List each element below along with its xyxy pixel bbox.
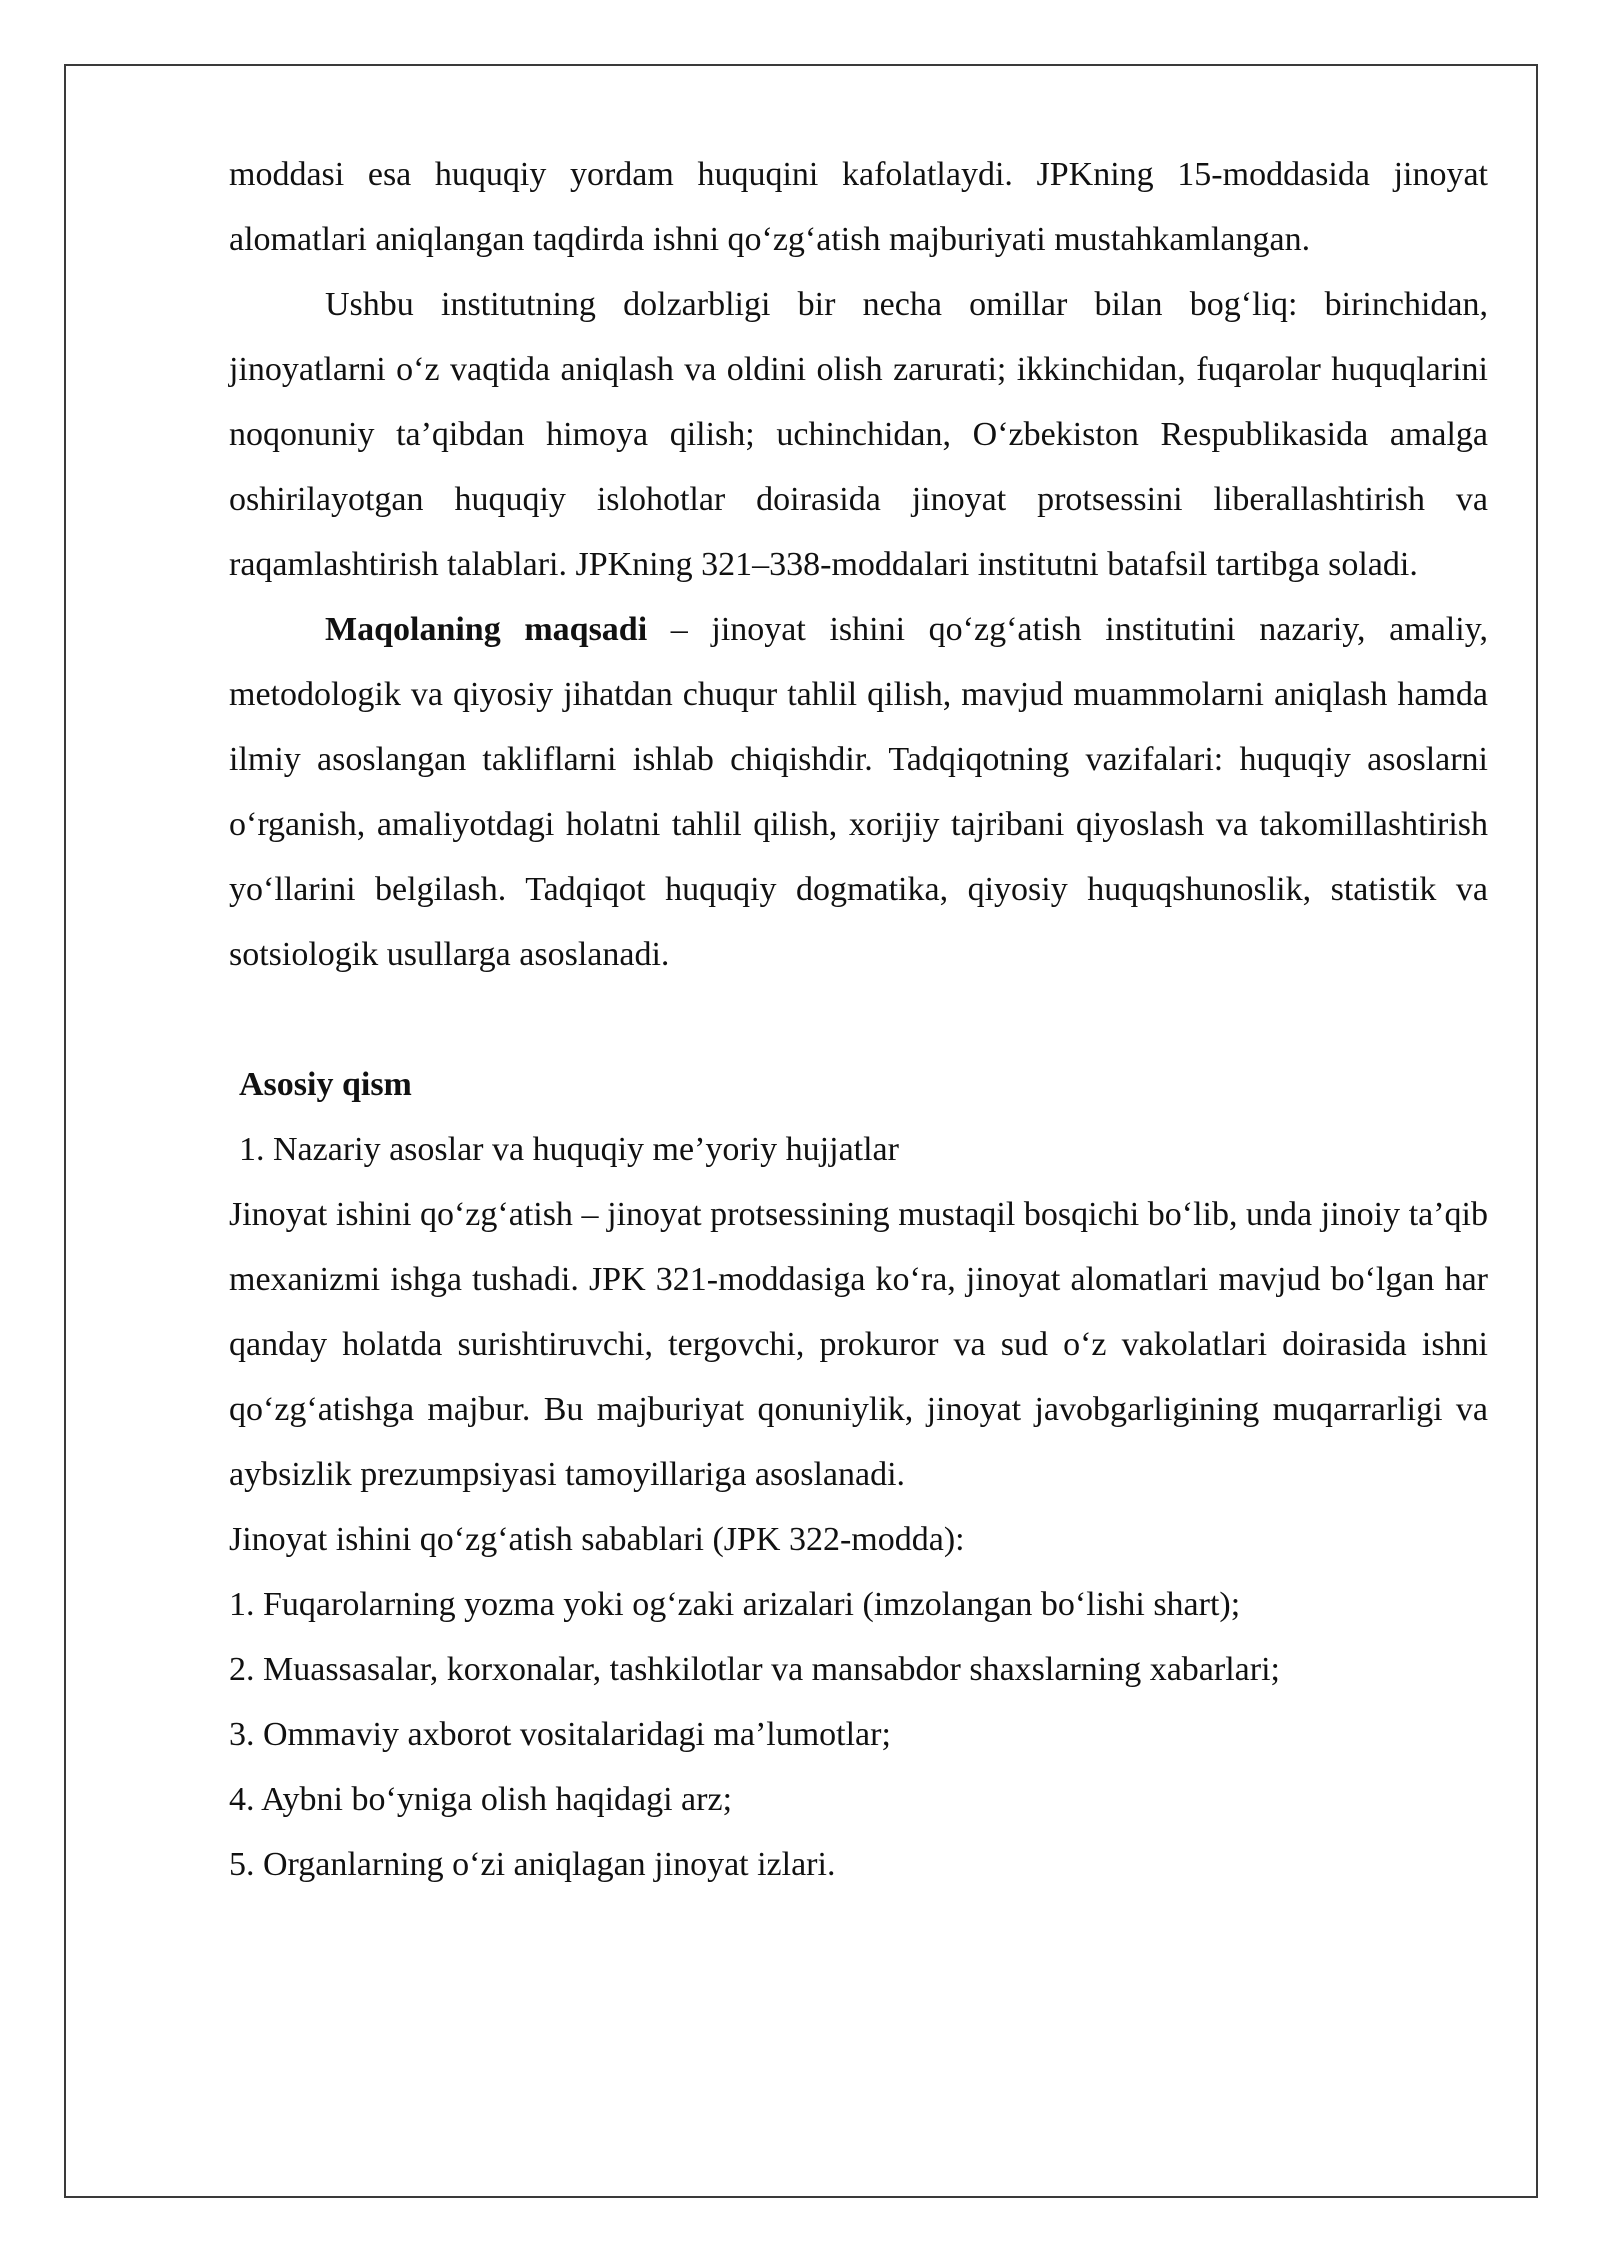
- document-body: [229, 142, 1488, 1897]
- paragraph-3: [229, 597, 1488, 987]
- paragraph-2: Ushbu institutning dolzarbligi bir necha omillar bilan bog‘liq: birinchidan, jinoyatlarni o‘z vaqtida aniqlash va oldini olish zarurati; ikkinchidan, fuqarolar huquqlarini noqonuniy ta’qibdan himoya qilish; uchinchidan, O‘zbekiston Respublikasida amalga oshirilayotgan huquqiy islohotlar doirasida jinoyat protsessini liberallashtirish va raqamlashtirish talablari. JPKning 321–338-moddalari institutni batafsil tartibga soladi.: [229, 286, 1488, 583]
- list-item: 5. Organlarning o‘zi aniqlagan jinoyat izlari.: [229, 1846, 836, 1883]
- blank-line: [229, 987, 1488, 1052]
- list-intro: Jinoyat ishini qo‘zg‘atish sabablari (JPK 322-modda):: [229, 1521, 965, 1558]
- list-item: 3. Ommaviy axborot vositalaridagi ma’lumotlar;: [229, 1716, 891, 1753]
- paragraph-4: Jinoyat ishini qo‘zg‘atish – jinoyat protsessining mustaqil bosqichi bo‘lib, unda jinoiy ta’qib mexanizmi ishga tushadi. JPK 321-moddasiga ko‘ra, jinoyat alomatlari mavjud bo‘lgan har qanday holatda surishtiruvchi, tergovchi, prokuror va sud o‘z vakolatlari doirasida ishni qo‘zg‘atishga majbur. Bu majburiyat qonuniylik, jinoyat javobgarligining muqarrarligi va aybsizlik prezumpsiyasi tamoyillariga asoslanadi.: [229, 1196, 1488, 1493]
- subsection-heading: 1. Nazariy asoslar va huquqiy me’yoriy hujjatlar: [239, 1131, 899, 1168]
- paragraph-3-text: – jinoyat ishini qo‘zg‘atish institutini nazariy, amaliy, metodologik va qiyosiy jihatdan chuqur tahlil qilish, mavjud muammolarni aniqlash hamda ilmiy asoslangan takliflarni ishlab chiqishdir. Tadqiqotning vazifalari: huquqiy asoslarni o‘rganish, amaliyotdagi holatni tahlil qilish, xorijiy tajribani qiyoslash va takomillashtirish yo‘llarini belgilash. Tadqiqot huquqiy dogmatika, qiyosiy huquqshunoslik, statistik va sotsiologik usullarga asoslanadi.: [229, 611, 1488, 973]
- list-item: 1. Fuqarolarning yozma yoki og‘zaki arizalari (imzolangan bo‘lishi shart);: [229, 1586, 1241, 1623]
- list-item: 4. Aybni bo‘yniga olish haqidagi arz;: [229, 1781, 733, 1818]
- list-item: 2. Muassasalar, korxonalar, tashkilotlar va mansabdor shaxslarning xabarlari;: [229, 1651, 1280, 1688]
- section-heading: Asosiy qism: [239, 1066, 412, 1103]
- paragraph-3-lead: Maqolaning maqsadi: [325, 611, 648, 648]
- paragraph-1: moddasi esa huquqiy yordam huquqini kafolatlaydi. JPKning 15-moddasida jinoyat alomatlari aniqlangan taqdirda ishni qo‘zg‘atish majburiyati mustahkamlangan.: [229, 156, 1488, 258]
